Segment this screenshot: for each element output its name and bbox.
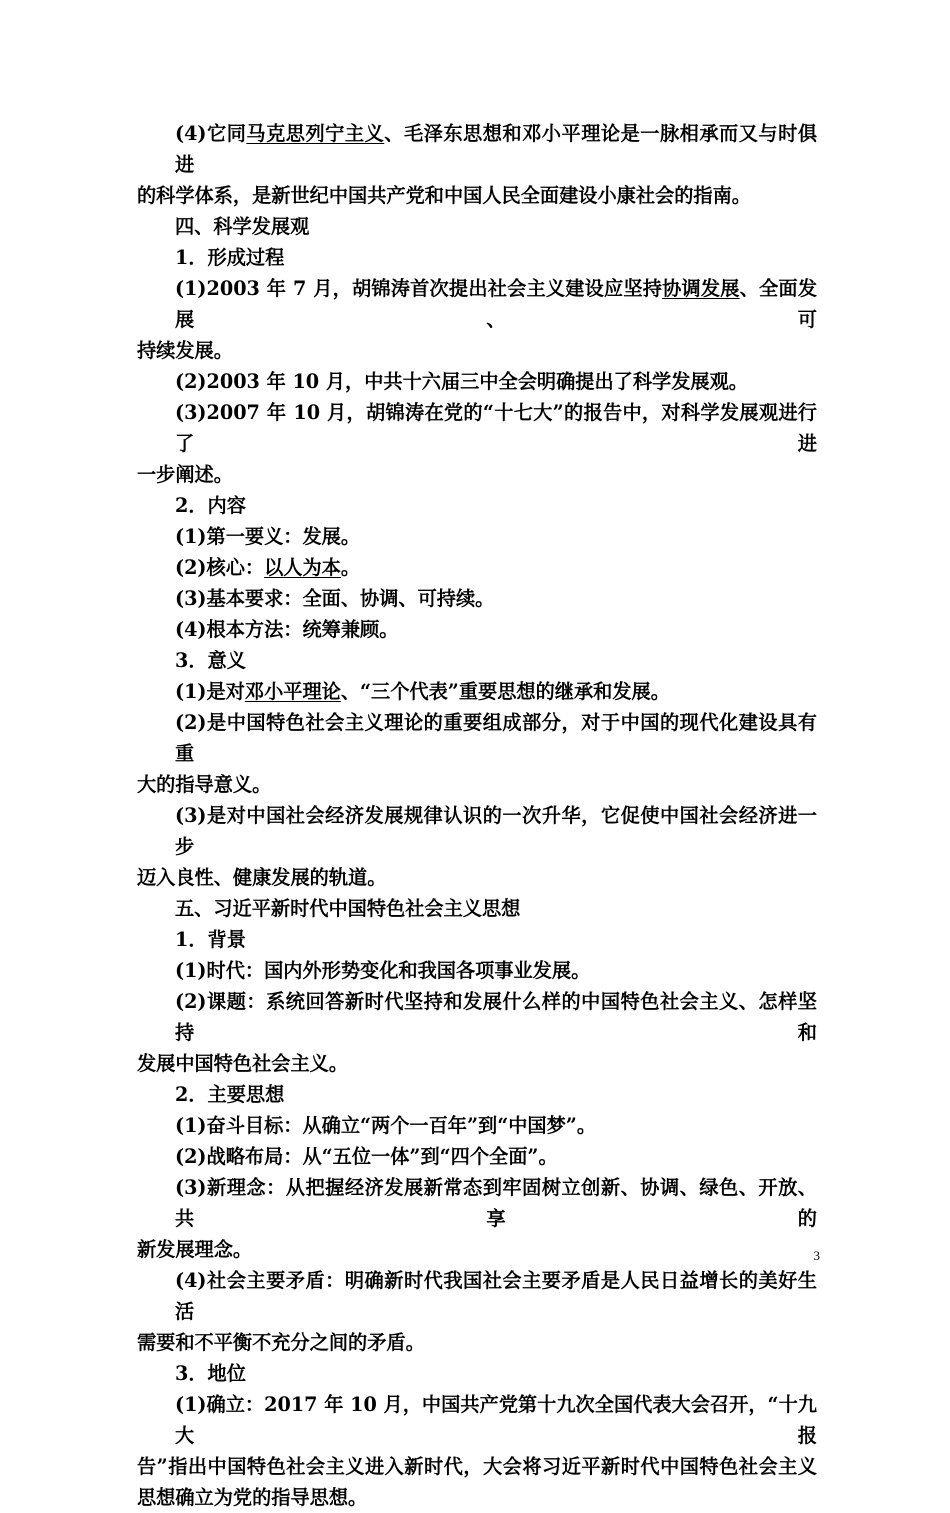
paragraph-line: 新发展理念。 bbox=[137, 1238, 253, 1261]
paragraph-line: (2)是中国特色社会主义理论的重要组成部分，对于中国的现代化建设具有重 bbox=[175, 711, 817, 765]
underlined-term: 马克思列宁主义 bbox=[246, 122, 385, 145]
subsection-heading: 1．形成过程 bbox=[175, 246, 285, 269]
paragraph-line: (3)新理念：从把握经济发展新常态到牢固树立创新、协调、绿色、开放、共享的 bbox=[175, 1176, 817, 1230]
underlined-term: 协调发展 bbox=[662, 277, 740, 300]
paragraph-line: 告”指出中国特色社会主义进入新时代，大会将习近平新时代中国特色社会主义 bbox=[137, 1455, 817, 1478]
page-body bbox=[137, 118, 817, 1513]
paragraph-line: (3)基本要求：全面、协调、可持续。 bbox=[175, 587, 495, 610]
paragraph-line: 的科学体系，是新世纪中国共产党和中国人民全面建设小康社会的指南。 bbox=[137, 184, 751, 207]
text-run: 、全面发展、可 bbox=[175, 277, 817, 331]
text-run: (4)它同 bbox=[175, 122, 247, 145]
subsection-heading: 2．主要思想 bbox=[175, 1083, 285, 1106]
paragraph-line: (2)2003 年 10 月，中共十六届三中全会明确提出了科学发展观。 bbox=[175, 370, 748, 393]
paragraph-line: (1)第一要义：发展。 bbox=[175, 525, 361, 548]
paragraph-line: (1)确立：2017 年 10 月，中国共产党第十九次全国代表大会召开，“十九大报 bbox=[175, 1393, 817, 1447]
paragraph-line: 需要和不平衡不充分之间的矛盾。 bbox=[137, 1331, 425, 1354]
text-run: (1)2003 年 7 月，胡锦涛首次提出社会主义建设应坚持 bbox=[175, 277, 663, 300]
paragraph-line bbox=[137, 118, 817, 180]
page-number: 3 bbox=[813, 1248, 820, 1263]
text-run: (1)是对 bbox=[175, 680, 245, 703]
subsection-heading: 3．意义 bbox=[175, 649, 246, 672]
paragraph-line: (1)时代：国内外形势变化和我国各项事业发展。 bbox=[175, 959, 591, 982]
text-run: 、“三个代表”重要思想的继承和发展。 bbox=[340, 680, 670, 703]
paragraph-line bbox=[137, 273, 817, 335]
paragraph-line: (2)战略布局：从“五位一体”到“四个全面”。 bbox=[175, 1145, 558, 1168]
text-run: 。 bbox=[340, 556, 361, 579]
underlined-term: 以人为本 bbox=[264, 556, 341, 579]
underlined-term: 邓小平理论 bbox=[244, 680, 341, 703]
paragraph-line: 持续发展。 bbox=[137, 339, 233, 362]
paragraph-line bbox=[137, 552, 817, 583]
subsection-heading: 2．内容 bbox=[175, 494, 246, 517]
paragraph-line: (3)2007 年 10 月，胡锦涛在党的“十七大”的报告中，对科学发展观进行了进 bbox=[175, 401, 817, 455]
paragraph-line: 思想确立为党的指导思想。 bbox=[137, 1486, 368, 1509]
paragraph-line: (4)社会主要矛盾：明确新时代我国社会主要矛盾是人民日益增长的美好生活 bbox=[175, 1269, 817, 1323]
text-run: (2)核心： bbox=[175, 556, 265, 579]
paragraph-line: 一步阐述。 bbox=[137, 463, 233, 486]
section-heading: 五、习近平新时代中国特色社会主义思想 bbox=[175, 897, 521, 920]
paragraph-line: 迈入良性、健康发展的轨道。 bbox=[137, 866, 387, 889]
paragraph-line: (2)课题：系统回答新时代坚持和发展什么样的中国特色社会主义、怎样坚持和 bbox=[175, 990, 817, 1044]
paragraph-line: (1)奋斗目标：从确立“两个一百年”到“中国梦”。 bbox=[175, 1114, 597, 1137]
paragraph-line: (3)是对中国社会经济发展规律认识的一次升华，它促使中国社会经济进一步 bbox=[175, 804, 817, 858]
section-heading: 四、科学发展观 bbox=[175, 215, 310, 238]
paragraph-line: 大的指导意义。 bbox=[137, 773, 272, 796]
subsection-heading: 3．地位 bbox=[175, 1362, 246, 1385]
paragraph-line: (4)根本方法：统筹兼顾。 bbox=[175, 618, 399, 641]
paragraph-line bbox=[137, 676, 817, 707]
text-run: 、毛泽东思想和邓小平理论是一脉相承而又与时俱进 bbox=[175, 122, 817, 176]
subsection-heading: 1．背景 bbox=[175, 928, 246, 951]
paragraph-line: 发展中国特色社会主义。 bbox=[137, 1052, 349, 1075]
